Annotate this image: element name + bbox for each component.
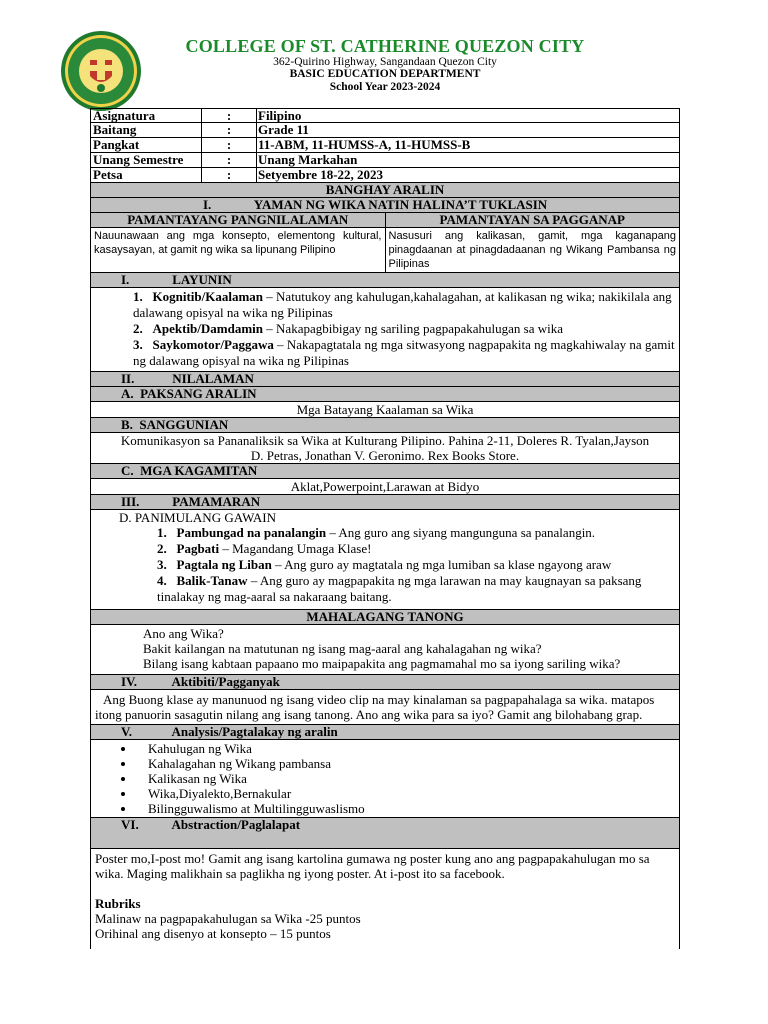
kagamitan-title: MGA KAGAMITAN [140,463,258,478]
item-text: – Natutukoy ang kahulugan,kahalagahan, at kalikasan ng wika; nakikilala ang dalawang opisyal na wika ng Pilipinas [133,289,672,320]
paksa-title: PAKSANG ARALIN [140,386,257,401]
item-number: 4. [157,573,167,588]
info-value: 11-ABM, 11-HUMSS-A, 11-HUMSS-B [258,137,471,152]
rubriks-title: Rubriks [95,896,141,911]
kagamitan-text: Aklat,Powerpoint,Larawan at Bidyo [91,479,679,495]
info-colon: : [201,109,257,122]
list-item [141,525,679,541]
panimulang-gawain-title: D. PANIMULANG GAWAIN [119,510,277,525]
info-colon: : [201,138,257,152]
item-label: Kognitib/Kaalaman [152,289,264,304]
performance-standard-heading: PAMANTAYAN SA PAGGANAP [439,212,625,227]
nilalaman-number: II. [121,371,135,386]
item-number: 3. [157,557,167,572]
item-label: Saykomotor/Paggawa [152,337,274,352]
info-key: Pangkat [93,137,140,152]
department-name: BASIC EDUCATION DEPARTMENT [289,68,481,80]
sanggunian-text: Komunikasyon sa Pananaliksik sa Wika at Kulturang Pilipino. Pahina 2-11, Doleres R. Tyalan,Jayson D. Petras, Jonathan V. Geronimo. Rex Books Store. [91,433,679,464]
item-label: Pambungad na panalangin [176,525,327,540]
layunin-list [91,288,679,372]
standards-content [91,228,679,273]
unit-number: I. [203,197,212,212]
list-item [117,321,679,337]
question-1: Ano ang Wika? [143,626,224,641]
nilalaman-title: NILALAMAN [172,371,254,386]
analysis-number: V. [121,724,132,739]
layunin-title: LAYUNIN [172,272,232,287]
info-colon: : [201,123,257,137]
paglalapat-body [91,849,679,949]
paksa-text: Mga Batayang Kaalaman sa Wika [91,402,679,418]
info-value: Grade 11 [258,122,309,137]
analysis-list [91,740,679,818]
info-key: Baitang [93,122,137,137]
mahalagang-tanong-heading: MAHALAGANG TANONG [91,610,679,625]
analysis-heading [91,725,679,740]
info-key: Unang Semestre [93,152,184,167]
list-item [141,573,679,605]
info-row [91,153,679,168]
item-number: 2. [133,321,143,336]
unit-heading [91,198,679,213]
list-item: • Kahalagahan ng Wikang pambansa [136,756,679,771]
item-text: – Nakapagtatala ng mga sitwasyong nagpapakita ng magkahiwalay na gamit ng dalawang opisyal na wika ng Pilipinas [133,337,675,368]
aktibiti-title: Aktibiti/Pagganyak [171,674,280,689]
abstraction-title: Abstraction/Paglalapat [171,817,301,832]
pamamaran-heading [91,495,679,510]
item-label: Pagbati [176,541,220,556]
info-colon: : [201,153,257,167]
info-row [91,168,679,183]
abstraction-number: VI. [121,817,139,832]
content-standard-heading: PAMANTAYANG PANGNILALAMAN [91,213,386,227]
item-text: – Ang guro ay magpapakita ng mga larawan na may kaugnayan sa paksang tinalakay ng mag-aaral sa nakaraang baitang. [157,573,642,604]
item-label: Pagtala ng Liban [176,557,272,572]
nilalaman-heading [91,372,679,387]
question-2: Bakit kailangan na matutunan ng isang mag-aaral ang kahalagahan ng wika? [143,641,542,656]
pamamaran-title: PAMAMARAN [172,494,261,509]
lesson-plan-table [90,108,680,949]
tanong-body [91,625,679,675]
question-3: Bilang isang kabtaan papaano mo maipapakita ang pagmamahal mo sa iyong sariling wika? [143,656,621,671]
item-label: Apektib/Damdamin [152,321,264,336]
list-item [117,289,679,321]
info-row [91,123,679,138]
list-item: • Bilingguwalismo at Multilingguwaslismo [136,801,679,816]
performance-standard-text: Nasusuri ang kalikasan, gamit, mga kaganapang pinagdaanan at pinagdadaanan ng Wikang Pambansa ng Pilipinas [388,230,676,270]
item-number: 2. [157,541,167,556]
aktibiti-heading [91,675,679,690]
paksa-number: A. [121,386,134,401]
analysis-title: Analysis/Pagtalakay ng aralin [171,724,338,739]
info-value: Unang Markahan [258,152,358,167]
paksa-heading [91,387,679,402]
item-number: 1. [133,289,143,304]
layunin-number: I. [121,272,130,287]
rubric-item: Orihinal ang disenyo at konsepto – 15 puntos [95,926,331,941]
school-seal-logo [60,30,142,112]
sanggunian-number: B. [121,417,133,432]
item-label: Balik-Tanaw [176,573,248,588]
list-item [141,541,679,557]
info-row [91,108,679,123]
standards-header [91,213,679,228]
list-item: • Kahulugan ng Wika [136,741,679,756]
college-name: COLLEGE OF ST. CATHERINE QUEZON CITY [185,36,585,56]
item-text: – Magandang Umaga Klase! [219,541,372,556]
item-text: – Nakapagbibigay ng sariling pagpapakahulugan sa wika [263,321,564,336]
pamamaran-number: III. [121,494,140,509]
list-item: • Kalikasan ng Wika [136,771,679,786]
college-address: 362-Quirino Highway, Sangandaan Quezon City [273,56,497,68]
kagamitan-number: C. [121,463,134,478]
rubric-item: Malinaw na pagpapakahulugan sa Wika -25 puntos [95,911,361,926]
unit-title: YAMAN NG WIKA NATIN HALINA’T TUKLASIN [253,197,548,212]
item-number: 1. [157,525,167,540]
info-key: Asignatura [93,108,156,123]
content-standard-text: Nauunawaan ang mga konsepto, elementong kultural, kasaysayan, at gamit ng wika sa lipunang Pilipino [91,228,386,272]
sanggunian-title: SANGGUNIAN [139,417,229,432]
info-key: Petsa [93,167,123,182]
paglalapat-text: Poster mo,I-post mo! Gamit ang isang kartolina gumawa ng poster kung ano ang pagpapakahulugan mo sa wika. Maging malikhain sa paglikha ng iyong poster. At i-post ito sa facebook. [95,851,650,881]
layunin-heading [91,273,679,288]
list-item [117,337,679,369]
item-text: – Ang guro ang siyang mangunguna sa panalangin. [326,525,596,540]
item-number: 3. [133,337,143,352]
info-value: Setyembre 18-22, 2023 [258,167,384,182]
list-item: • Wika,Diyalekto,Bernakular [136,786,679,801]
document-header [0,30,768,96]
abstraction-heading [91,818,679,849]
banghay-heading: BANGHAY ARALIN [91,183,679,198]
kagamitan-heading [91,464,679,479]
aktibiti-text: Ang Buong klase ay manunuod ng isang video clip na may kinalaman sa pagpapahalaga sa wika. matapos itong panuorin sasagutin nilang ang isang tanong. Ano ang wika para sa iyo? Gamit ang bilohabang grap. [91,690,679,725]
info-value: Filipino [258,108,302,123]
aktibiti-number: IV. [121,674,138,689]
school-year: School Year 2023-2024 [329,81,441,93]
pamamaran-body [91,510,679,610]
list-item [141,557,679,573]
info-row [91,138,679,153]
sanggunian-heading [91,418,679,433]
info-colon: : [201,168,257,182]
item-text: – Ang guro ay magtatala ng mga lumiban sa klase ngayong araw [271,557,612,572]
